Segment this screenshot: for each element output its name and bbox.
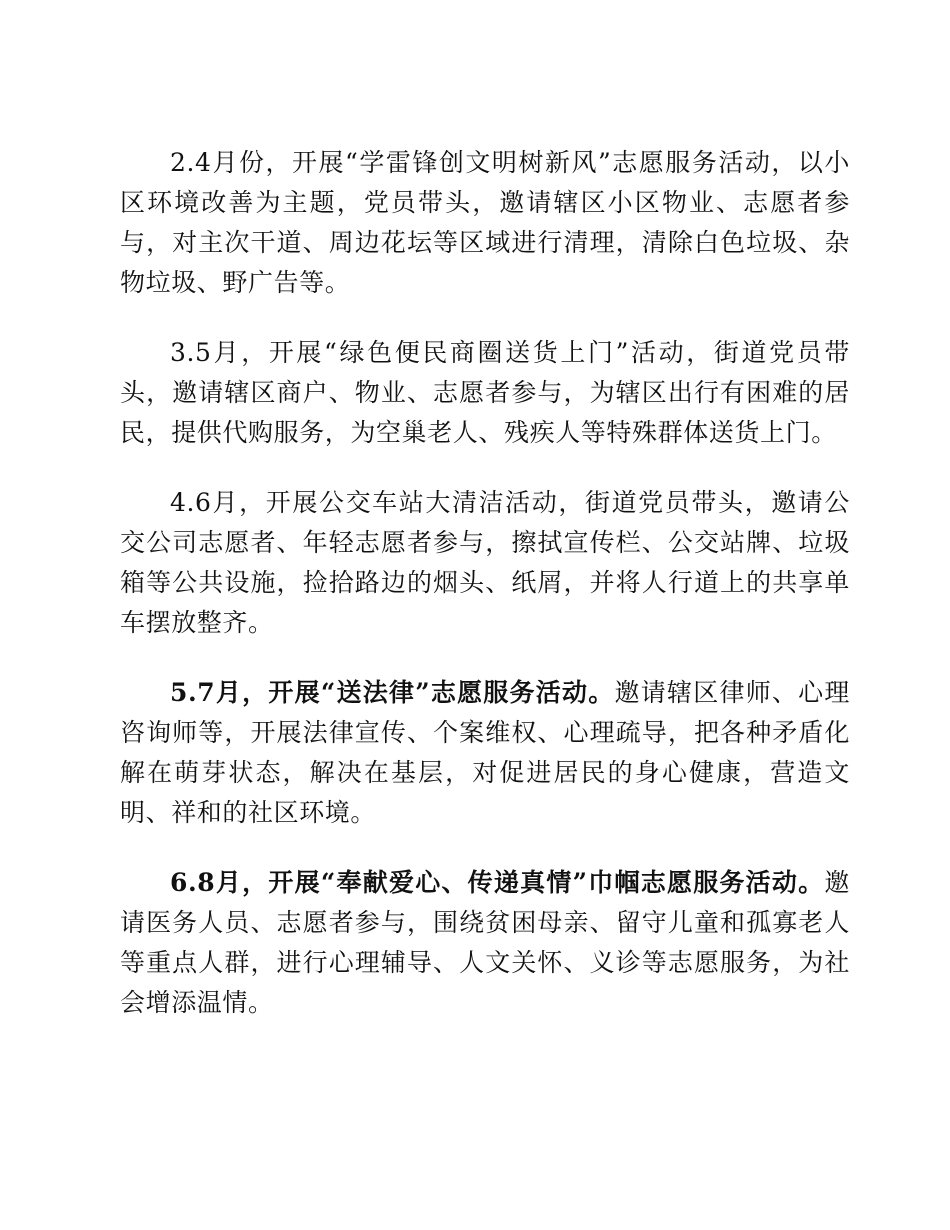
paragraph-june — [120, 483, 850, 643]
paragraph-april — [120, 143, 850, 303]
paragraph-text: 邀请辖区律师、心理咨询师等，开展法律宣传、个案维权、心理疏导，把各种矛盾化解在萌芽状态，解决在基层，对促进居民的身心健康，营造文明、祥和的社区环境。 — [120, 678, 851, 827]
document-body — [120, 143, 850, 1053]
paragraph-text: 2.4月份，开展“学雷锋创文明树新风”志愿服务活动，以小区环境改善为主题，党员带头，邀请辖区小区物业、志愿者参与，对主次干道、周边花坛等区域进行清理，清除白色垃圾、杂物垃圾、野广告等。 — [120, 148, 850, 297]
paragraph-lead: 5.7月，开展“送法律”志愿服务活动。 — [170, 678, 615, 707]
paragraph-text: 邀请医务人员、志愿者参与，围绕贫困母亲、留守儿童和孤寡老人等重点人群，进行心理辅导、人文关怀、义诊等志愿服务，为社会增添温情。 — [120, 868, 850, 1017]
paragraph-july — [120, 673, 850, 833]
paragraph-text: 4.6月，开展公交车站大清洁活动，街道党员带头，邀请公交公司志愿者、年轻志愿者参与，擦拭宣传栏、公交站牌、垃圾箱等公共设施，捡拾路边的烟头、纸屑，并将人行道上的共享单车摆放整齐。 — [120, 488, 850, 637]
paragraph-august — [120, 863, 850, 1023]
paragraph-lead: 6.8月，开展“奉献爱心、传递真情”巾帼志愿服务活动。 — [170, 868, 825, 897]
paragraph-text: 3.5月，开展“绿色便民商圈送货上门”活动，街道党员带头，邀请辖区商户、物业、志愿者参与，为辖区出行有困难的居民，提供代购服务，为空巢老人、残疾人等特殊群体送货上门。 — [120, 338, 850, 447]
paragraph-may — [120, 333, 850, 453]
